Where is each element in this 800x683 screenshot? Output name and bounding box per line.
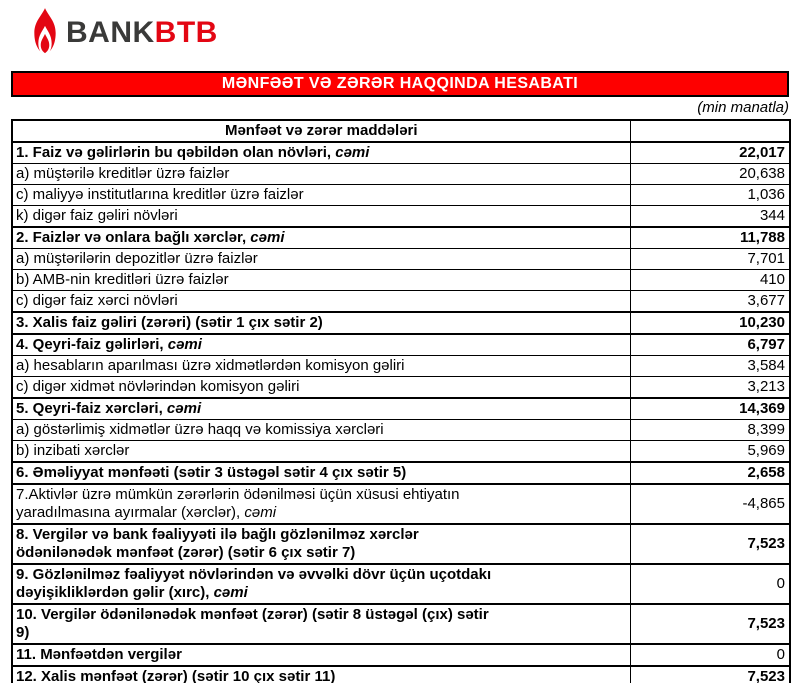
row-label — [12, 666, 630, 683]
table-row — [12, 356, 790, 377]
row-label — [12, 291, 630, 313]
row-label — [12, 227, 630, 249]
row-label — [12, 644, 630, 666]
table-header-value — [630, 120, 790, 142]
table-row — [12, 604, 790, 644]
row-label-text: 10. Vergilər ödənilənədək mənfəət (zərər) (sətir 8 üstəgəl (çıx) sətir — [16, 606, 489, 623]
row-value: 10,230 — [630, 312, 790, 334]
row-label-text: a) hesabların aparılması üzrə xidmətlərdən komisyon gəliri — [16, 357, 405, 374]
row-label-text-line2: 9) — [16, 624, 30, 641]
row-label-text: 2. Faizlər və onlara bağlı xərclər, — [16, 229, 251, 246]
bank-logo — [29, 5, 218, 60]
row-value: 0 — [630, 644, 790, 666]
row-label — [12, 356, 630, 377]
bank-wordmark-btb: BTB — [154, 15, 218, 49]
row-label-text: 5. Qeyri-faiz xərcləri, — [16, 400, 167, 417]
table-row — [12, 334, 790, 356]
row-label — [12, 524, 630, 564]
row-label-text-line2: yaradılmasına ayırmalar (xərclər), — [16, 504, 245, 521]
table-row — [12, 142, 790, 164]
row-label-text: c) digər faiz xərci növləri — [16, 292, 178, 309]
row-value: 7,523 — [630, 524, 790, 564]
row-label-text: c) digər xidmət növlərindən komisyon gəliri — [16, 378, 300, 395]
profit-loss-table — [11, 119, 791, 683]
row-label-text: 12. Xalis mənfəət (zərər) (sətir 10 çıx sətir 11) — [16, 668, 336, 683]
table-row — [12, 270, 790, 291]
table-row — [12, 524, 790, 564]
table-row — [12, 484, 790, 524]
row-label-text: 6. Əməliyyat mənfəəti (sətir 3 üstəgəl sətir 4 çıx sətir 5) — [16, 464, 407, 481]
row-label — [12, 270, 630, 291]
row-value: 0 — [630, 564, 790, 604]
row-label — [12, 164, 630, 185]
table-row — [12, 420, 790, 441]
row-label-text: k) digər faiz gəliri növləri — [16, 207, 178, 224]
row-value: 3,213 — [630, 377, 790, 399]
row-label-italic-suffix: cəmi — [335, 144, 370, 161]
row-label — [12, 441, 630, 463]
row-value: 7,523 — [630, 666, 790, 683]
row-value: 1,036 — [630, 185, 790, 206]
row-label-italic-suffix: cəmi — [166, 400, 202, 417]
row-label — [12, 604, 630, 644]
report-title: MƏNFƏƏT VƏ ZƏRƏR HAQQINDA HESABATI — [221, 75, 579, 92]
row-label-text: 7.Aktivlər üzrə mümkün zərərlərin ödənilməsi üçün xüsusi ehtiyatın — [16, 486, 460, 503]
row-label — [12, 249, 630, 270]
table-row — [12, 312, 790, 334]
flame-icon — [29, 7, 61, 59]
row-label-text: c) maliyyə institutlarına kreditlər üzrə faizlər — [16, 186, 304, 203]
row-value: 410 — [630, 270, 790, 291]
table-row — [12, 398, 790, 420]
table-row — [12, 644, 790, 666]
table-row — [12, 185, 790, 206]
row-label — [12, 312, 630, 334]
row-value: -4,865 — [630, 484, 790, 524]
row-label-text: b) inzibati xərclər — [16, 442, 130, 459]
row-label-text: 3. Xalis faiz gəliri (zərəri) (sətir 1 çıx sətir 2) — [16, 314, 323, 331]
row-value: 6,797 — [630, 334, 790, 356]
table-row — [12, 564, 790, 604]
table-header-label: Mənfəət və zərər maddələri — [12, 120, 630, 142]
row-value: 344 — [630, 206, 790, 228]
row-label-text: 1. Faiz və gəlirlərin bu qəbildən olan növləri, — [16, 144, 336, 161]
row-label — [12, 420, 630, 441]
row-label-text-line2: dəyişikliklərdən gəlir (xırc), — [16, 584, 214, 601]
row-label — [12, 185, 630, 206]
table-row — [12, 291, 790, 313]
report-title-banner — [11, 71, 789, 97]
row-label-italic-suffix: cəmi — [244, 504, 277, 521]
row-label-text: 11. Mənfəətdən vergilər — [16, 646, 182, 663]
row-value: 22,017 — [630, 142, 790, 164]
row-label-text: b) AMB-nin kreditləri üzrə faizlər — [16, 271, 229, 288]
row-label-italic-suffix: cəmi — [250, 229, 285, 246]
bank-wordmark-bank: BANK — [66, 15, 155, 49]
row-label-text: a) müştərilərin depozitlər üzrə faizlər — [16, 250, 258, 267]
table-row — [12, 206, 790, 228]
table-body — [12, 142, 790, 683]
row-label-text: 8. Vergilər və bank fəaliyyəti ilə bağlı gözlənilməz xərclər — [16, 526, 419, 543]
row-value: 7,523 — [630, 604, 790, 644]
table-row — [12, 462, 790, 484]
row-value: 14,369 — [630, 398, 790, 420]
row-label-italic-suffix: cəmi — [213, 584, 248, 601]
row-label — [12, 484, 630, 524]
row-label-text: a) müştərilə kreditlər üzrə faizlər — [16, 165, 230, 182]
table-row — [12, 441, 790, 463]
row-value: 5,969 — [630, 441, 790, 463]
row-label — [12, 334, 630, 356]
table-row — [12, 164, 790, 185]
row-label-text: a) göstərlimiş xidmətlər üzrə haqq və komissiya xərcləri — [16, 421, 384, 438]
row-label — [12, 142, 630, 164]
row-value: 2,658 — [630, 462, 790, 484]
row-label — [12, 377, 630, 399]
row-value: 3,584 — [630, 356, 790, 377]
row-label-text: 9. Gözlənilməz fəaliyyət növlərindən və əvvəlki dövr üçün uçotdakı — [16, 566, 492, 583]
row-value: 8,399 — [630, 420, 790, 441]
table-row — [12, 249, 790, 270]
row-label — [12, 564, 630, 604]
row-label-italic-suffix: cəmi — [167, 336, 202, 353]
table-row — [12, 377, 790, 399]
table-row — [12, 227, 790, 249]
row-label — [12, 398, 630, 420]
row-value: 20,638 — [630, 164, 790, 185]
row-value: 11,788 — [630, 227, 790, 249]
row-label-text-line2: ödənilənədək mənfəət (zərər) (sətir 6 çıx sətir 7) — [16, 544, 356, 561]
bank-wordmark — [66, 15, 218, 49]
row-value: 3,677 — [630, 291, 790, 313]
row-label — [12, 206, 630, 228]
table-row — [12, 666, 790, 683]
row-value: 7,701 — [630, 249, 790, 270]
table-header-row — [12, 120, 790, 142]
unit-note: (min manatla) — [697, 99, 789, 116]
row-label — [12, 462, 630, 484]
row-label-text: 4. Qeyri-faiz gəlirləri, — [16, 336, 168, 353]
